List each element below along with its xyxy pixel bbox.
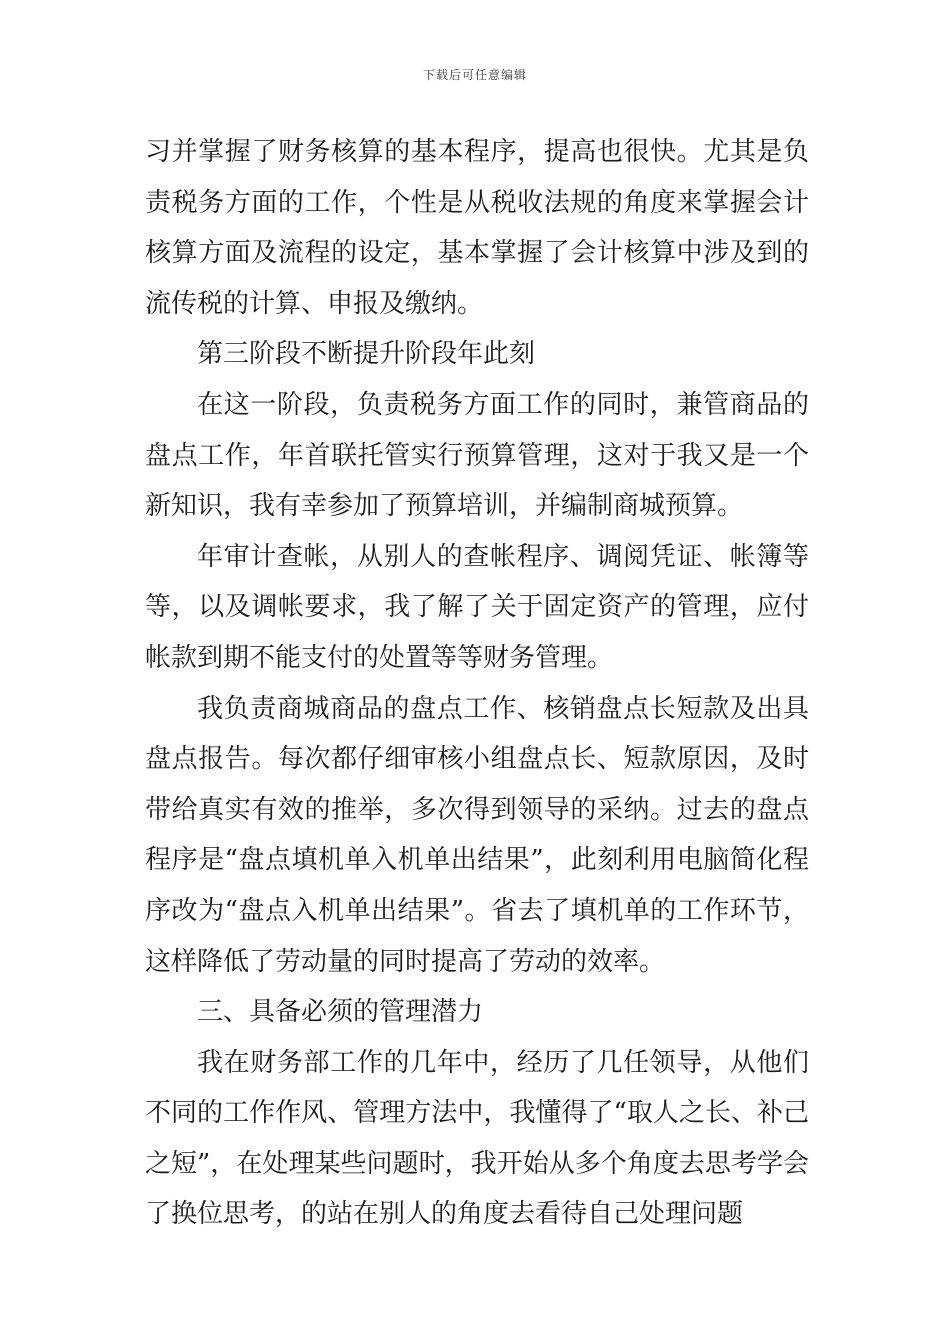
section-heading-management: 三、具备必须的管理潜力 bbox=[197, 997, 484, 1028]
paragraph-4: 年审计查帐，从别人的查帐程序、调阅凭证、帐簿等等，以及调帐要求，我了解了关于固定资产的管理，应付帐款到期不能支付的处置等等财务管理。 bbox=[145, 541, 809, 673]
paragraph-7: 我在财务部工作的几年中，经历了几任领导，从他们不同的工作作风、管理方法中，我懂得了“取人之长、补己之短”，在处理某些问题时，我开始从多个角度去思考学会了换位思考，的站在别人的角度去看待自己处理问题 bbox=[145, 1047, 809, 1230]
document-body bbox=[145, 127, 809, 1240]
section-heading-stage-three: 第三阶段不断提升阶段年此刻 bbox=[197, 339, 536, 370]
paragraph-1: 习并掌握了财务核算的基本程序，提高也很快。尤其是负责税务方面的工作，个性是从税收法规的角度来掌握会计核算方面及流程的设定，基本掌握了会计核算中涉及到的流传税的计算、申报及缴纳。 bbox=[145, 137, 809, 319]
page-header: 下载后可任意编辑 bbox=[422, 68, 527, 82]
paragraph-3: 在这一阶段，负责税务方面工作的同时，兼管商品的盘点工作，年首联托管实行预算管理，这对于我又是一个新知识，我有幸参加了预算培训，并编制商城预算。 bbox=[145, 389, 809, 522]
paragraph-5: 我负责商城商品的盘点工作、核销盘点长短款及出具盘点报告。每次都仔细审核小组盘点长、短款原因，及时带给真实有效的推举，多次得到领导的采纳。过去的盘点程序是“盘点填机单入机单出结果”，此刻利用电脑简化程序改为“盘点入机单出结果”。省去了填机单的工作环节，这样降低了劳动量的同时提高了劳动的效率。 bbox=[145, 693, 809, 977]
